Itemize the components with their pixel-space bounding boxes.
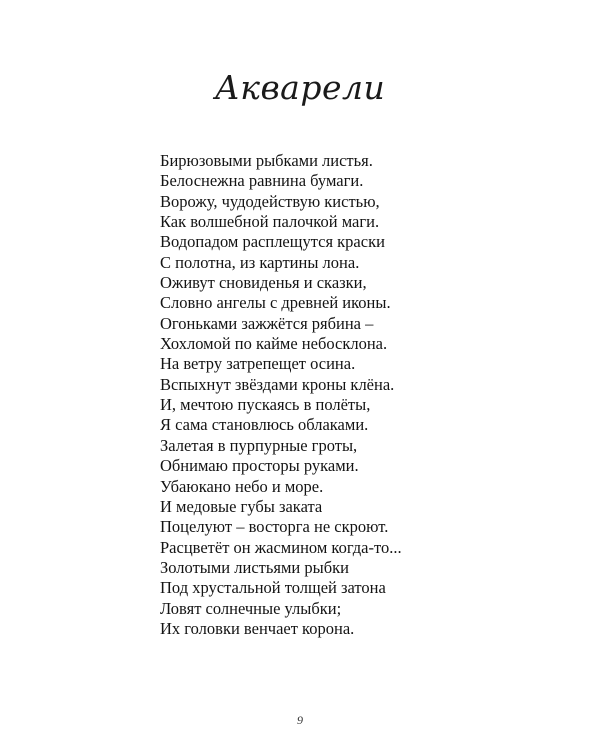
poem-line: Белоснежна равнина бумаги.: [160, 171, 364, 191]
poem-line: На ветру затрепещет осина.: [160, 354, 356, 374]
poem-line: Ворожу, чудодействую кистью,: [160, 191, 380, 211]
poem-line: Водопадом расплещутся краски: [160, 232, 385, 252]
poem-line: Как волшебной палочкой маги.: [160, 212, 380, 232]
poem-line: Хохломой по кайме небосклона.: [160, 334, 388, 354]
poem-line: Словно ангелы с древней иконы.: [160, 293, 391, 313]
poem-line: Золотыми листьями рыбки: [160, 557, 349, 577]
poem-line: Обнимаю просторы руками.: [160, 456, 359, 476]
poem-line: Огоньками зажжётся рябина –: [160, 313, 374, 333]
page-number: 9: [297, 713, 303, 727]
poem-line: Залетая в пурпурные гроты,: [160, 435, 358, 455]
poem-line: Под хрустальной толщей затона: [160, 578, 386, 598]
poem-line: Оживут сновиденья и сказки,: [160, 273, 367, 293]
poem-line: С полотна, из картины лона.: [160, 252, 360, 272]
poem-line: Поцелуют – восторга не скроют.: [160, 517, 389, 537]
poem-line: Расцветёт он жасмином когда-то...: [160, 537, 402, 557]
poem-title: Акварели: [214, 68, 386, 107]
poem-line: Их головки венчает корона.: [160, 618, 355, 638]
poem-line: Вспыхнут звёздами кроны клёна.: [160, 374, 395, 394]
poem-line: Я сама становлюсь облаками.: [160, 415, 369, 435]
poem-line: Бирюзовыми рыбками листья.: [160, 151, 373, 170]
poem-body: [160, 151, 402, 639]
poem-line: Убаюкано небо и море.: [160, 476, 324, 496]
poem-line: Ловят солнечные улыбки;: [160, 598, 342, 618]
poem-line: И, мечтою пускаясь в полёты,: [160, 395, 371, 415]
poem-line: И медовые губы заката: [160, 496, 323, 516]
